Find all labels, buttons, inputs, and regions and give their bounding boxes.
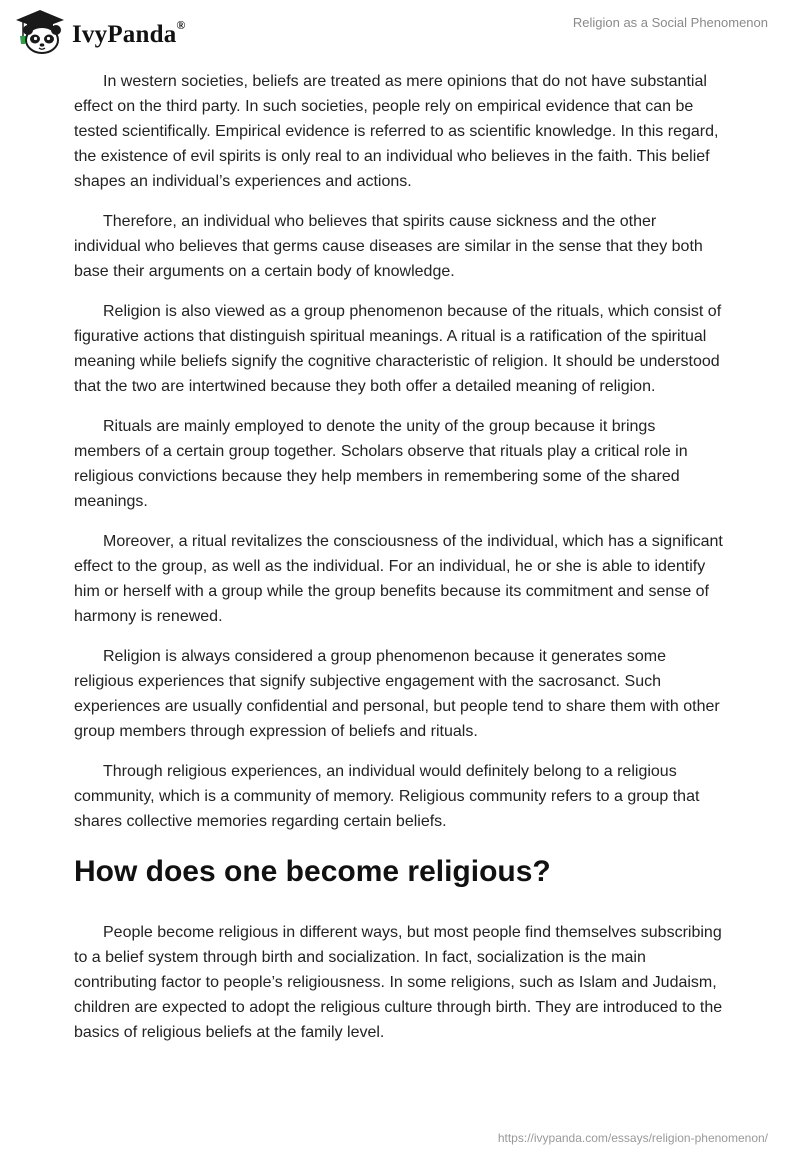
paragraph: Rituals are mainly employed to denote the unity of the group because it brings members of a certain group together. Scholars observe that rituals play a critical role in religious convictions because they help members in remembering some of the shared meanings. — [74, 418, 688, 510]
document-title: Religion as a Social Phenomenon — [572, 15, 768, 30]
brand-logo[interactable] — [14, 8, 186, 56]
paragraph: Moreover, a ritual revitalizes the consciousness of the individual, which has a significant effect to the group, as well as the individual. For an individual, he or she is able to identify him or herself with a group while the group benefits because its commitment and sense of harmony is renewed. — [74, 533, 723, 625]
source-url[interactable]: https://ivypanda.com/essays/religion-phenomenon/ — [497, 1131, 768, 1145]
paragraph: Through religious experiences, an individual would definitely belong to a religious community, which is a community of memory. Religious community refers to a group that shares collective memories regarding certain beliefs. — [74, 763, 700, 830]
paragraph: Religion is always considered a group phenomenon because it generates some religious experiences that signify subjective engagement with the sacrosanct. Such experiences are usually confidential and personal, but people tend to share them with other group members through expression of beliefs and rituals. — [74, 648, 720, 740]
section-heading: How does one become religious? — [74, 855, 551, 888]
brand-name: IvyPanda® — [72, 17, 186, 48]
panda-graduate-icon — [14, 8, 66, 56]
paragraph: In western societies, beliefs are treated as mere opinions that do not have substantial effect on the third party. In such societies, people rely on empirical evidence that can be tested scientifically. Empirical evidence is referred to as scientific knowledge. In this regard, the existence of evil spirits is only real to an individual who believes in the faith. This belief shapes an individual’s experiences and actions. — [74, 73, 719, 190]
paragraph: Religion is also viewed as a group phenomenon because of the rituals, which consist of figurative actions that distinguish spiritual meanings. A ritual is a ratification of the spiritual meaning while beliefs signify the cognitive characteristic of religion. It should be understood that the two are intertwined because they both offer a detailed meaning of religion. — [74, 303, 722, 395]
paragraph: People become religious in different ways, but most people find themselves subscribing to a belief system through birth and socialization. In fact, socialization is the main contributing factor to people’s religiousness. In some religions, such as Islam and Judaism, children are expected to adopt the religious culture through birth. They are introduced to the basics of religious beliefs at the family level. — [74, 924, 723, 1041]
essay-body — [74, 69, 724, 1060]
page-header — [0, 0, 800, 70]
paragraph: Therefore, an individual who believes that spirits cause sickness and the other individual who believes that germs cause diseases are similar in the sense that they both base their arguments on a certain body of knowledge. — [74, 213, 703, 280]
